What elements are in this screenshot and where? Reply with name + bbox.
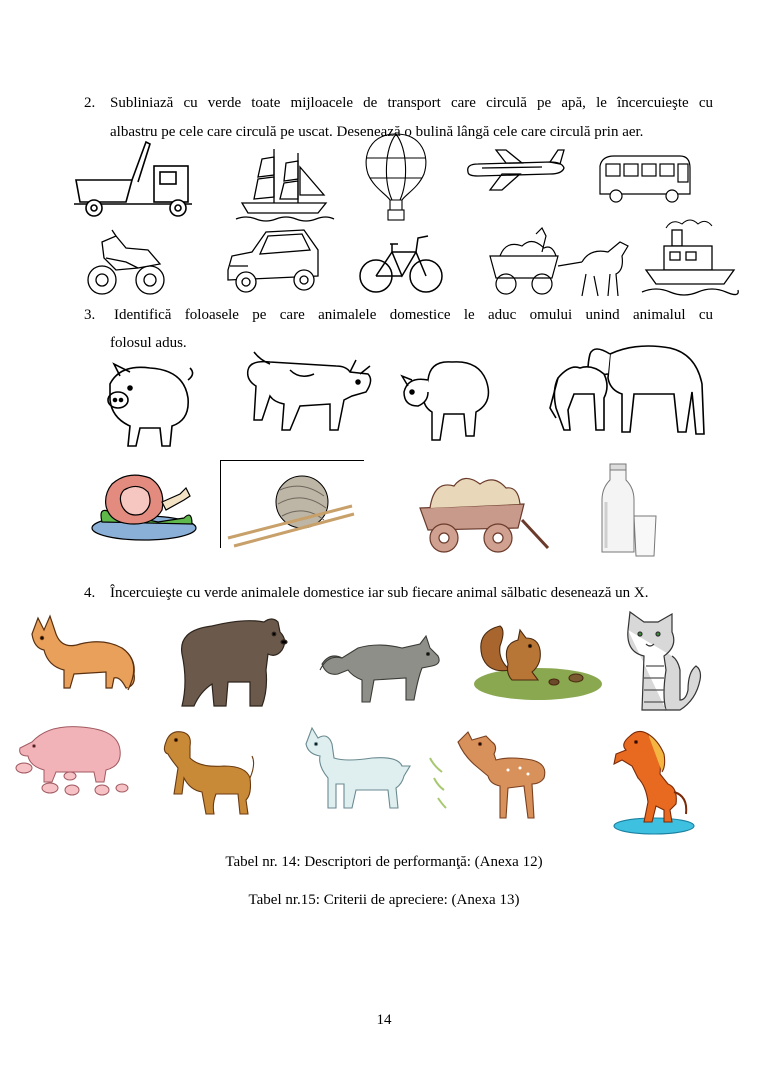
- sack-cart-image: [414, 468, 550, 558]
- ham-plate-image: [88, 466, 200, 544]
- cat-image: [622, 610, 704, 716]
- wolf-image: [318, 624, 444, 704]
- exercise-4-line-1: Încercuieşte cu verde animalele domestice iar sub fiecare animal sălbatic desenează un X.: [110, 585, 649, 601]
- sheep-outline-image: [398, 352, 496, 446]
- horse-cart-image: [486, 226, 636, 300]
- exercise-3-number: 3.: [84, 307, 96, 323]
- page-number: 14: [376, 1012, 392, 1028]
- horses-outline-image: [550, 334, 706, 436]
- steamboat-image: [642, 214, 738, 300]
- dump-truck-image: [68, 140, 200, 220]
- sailing-ship-image: [234, 145, 334, 223]
- car-image: [222, 226, 324, 298]
- cow-outline-image: [240, 350, 376, 432]
- lamb-image: [302, 722, 412, 812]
- table-15-caption: Tabel nr.15: Criterii de apreciere: (Anexa 13): [248, 892, 520, 908]
- exercise-2-line-1: Subliniază cu verde toate mijloacele de transport care circulă pe apă, le încercuieşte cu: [110, 95, 713, 111]
- dog-image: [160, 728, 256, 818]
- exercise-3-line-2: folosul adus.: [110, 335, 187, 351]
- exercise-3-line-1: Identifică foloasele pe care animalele domestice le aduc omului unind animalul cu: [114, 307, 713, 323]
- bus-image: [596, 152, 694, 206]
- fawn-image: [428, 726, 552, 822]
- yarn-ball-image: [220, 460, 364, 548]
- airplane-image: [462, 146, 566, 192]
- rearing-horse-image: [608, 726, 698, 836]
- hot-air-balloon-image: [360, 132, 432, 222]
- squirrel-image: [472, 616, 604, 702]
- bear-image: [172, 612, 290, 710]
- bicycle-image: [358, 226, 444, 296]
- pig-with-piglets-image: [10, 720, 130, 798]
- exercise-4-number: 4.: [84, 585, 96, 601]
- exercise-2-number: 2.: [84, 95, 96, 111]
- exercise-2-line-2: albastru pe cele care circulă pe uscat. Desenează o bulină lângă cele care circulă prin aer.: [110, 124, 644, 140]
- fox-image: [24, 614, 140, 694]
- milk-bottle-image: [598, 462, 660, 558]
- motorcycle-image: [86, 228, 166, 300]
- pig-outline-image: [100, 360, 196, 452]
- table-14-caption: Tabel nr. 14: Descriptori de performanţă: (Anexa 12): [225, 854, 543, 870]
